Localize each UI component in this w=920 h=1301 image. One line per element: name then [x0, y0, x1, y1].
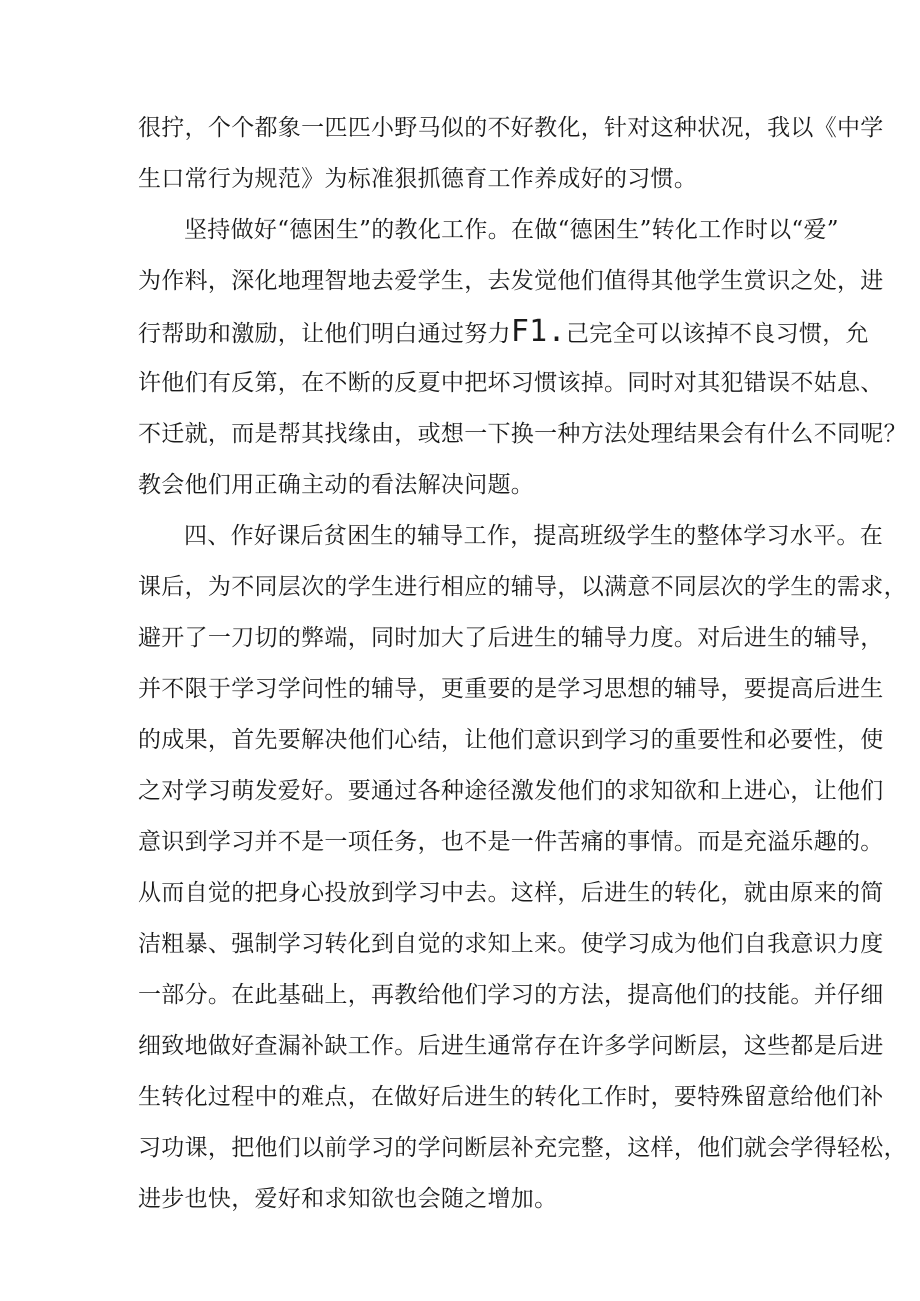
text-line: 洁粗暴、强制学习转化到自觉的求知上来。使学习成为他们自我意识力度 — [138, 931, 884, 957]
text-line: 进步也快，爱好和求知欲也会随之增加。 — [138, 1186, 558, 1212]
text-line: 一部分。在此基础上，再教给他们学习的方法，提高他们的技能。并仔细 — [138, 982, 884, 1008]
text-line: 课后，为不同层次的学生进行相应的辅导，以满意不同层次的学生的需求， — [138, 574, 907, 600]
paragraph-start-line: 坚持做好“德困生”的教化工作。在做“德困生”转化工作时以“爱” — [184, 217, 839, 243]
text-line: 教会他们用正确主动的看法解决问题。 — [138, 472, 535, 498]
text-segment: 己完全可以该掉不良习惯，允 — [565, 321, 869, 347]
text-line: 从而自觉的把身心投放到学习中去。这样，后进生的转化，就由原来的简 — [138, 880, 884, 906]
text-line: 意识到学习并不是一项任务，也不是一件苦痛的事情。而是充溢乐趣的。 — [138, 829, 884, 855]
text-line: 之对学习萌发爱好。要通过各种途径激发他们的求知欲和上进心，让他们 — [138, 778, 884, 804]
text-line: 许他们有反第，在不断的反夏中把坏习惯该掉。同时对其犯错误不姑息、 — [138, 370, 884, 396]
text-line: 为作料，深化地理智地去爱学生，去发觉他们值得其他学生赏识之处，进 — [138, 268, 884, 294]
text-line-with-ascii — [138, 312, 869, 352]
paragraph-start-line: 四、作好课后贫困生的辅导工作，提高班级学生的整体学习水平。在 — [184, 523, 883, 549]
text-line: 并不限于学习学问性的辅导，更重要的是学习思想的辅导，要提高后进生 — [138, 676, 884, 702]
text-line: 生转化过程中的难点，在做好后进生的转化工作时，要特殊留意给他们补 — [138, 1084, 884, 1110]
text-line: 不迁就，而是帮其找缘由，或想一下换一种方法处理结果会有什么不同呢？ — [138, 421, 907, 447]
text-line: 生口常行为规范》为标准狠抓德育工作养成好的习惯。 — [138, 166, 698, 192]
text-segment: 行帮助和激励，让他们明白通过努力 — [138, 321, 511, 347]
ascii-fragment: F1. — [510, 314, 566, 349]
text-line: 的成果，首先要解决他们心结，让他们意识到学习的重要性和必要性，使 — [138, 727, 884, 753]
text-line: 很拧，个个都象一匹匹小野马似的不好教化，针对这种状况，我以《中学 — [138, 115, 884, 141]
text-line: 习功课，把他们以前学习的学问断层补充完整，这样，他们就会学得轻松， — [138, 1135, 907, 1161]
text-line: 细致地做好查漏补缺工作。后进生通常存在许多学问断层，这些都是后进 — [138, 1033, 884, 1059]
text-line: 避开了一刀切的弊端，同时加大了后进生的辅导力度。对后进生的辅导， — [138, 625, 884, 651]
